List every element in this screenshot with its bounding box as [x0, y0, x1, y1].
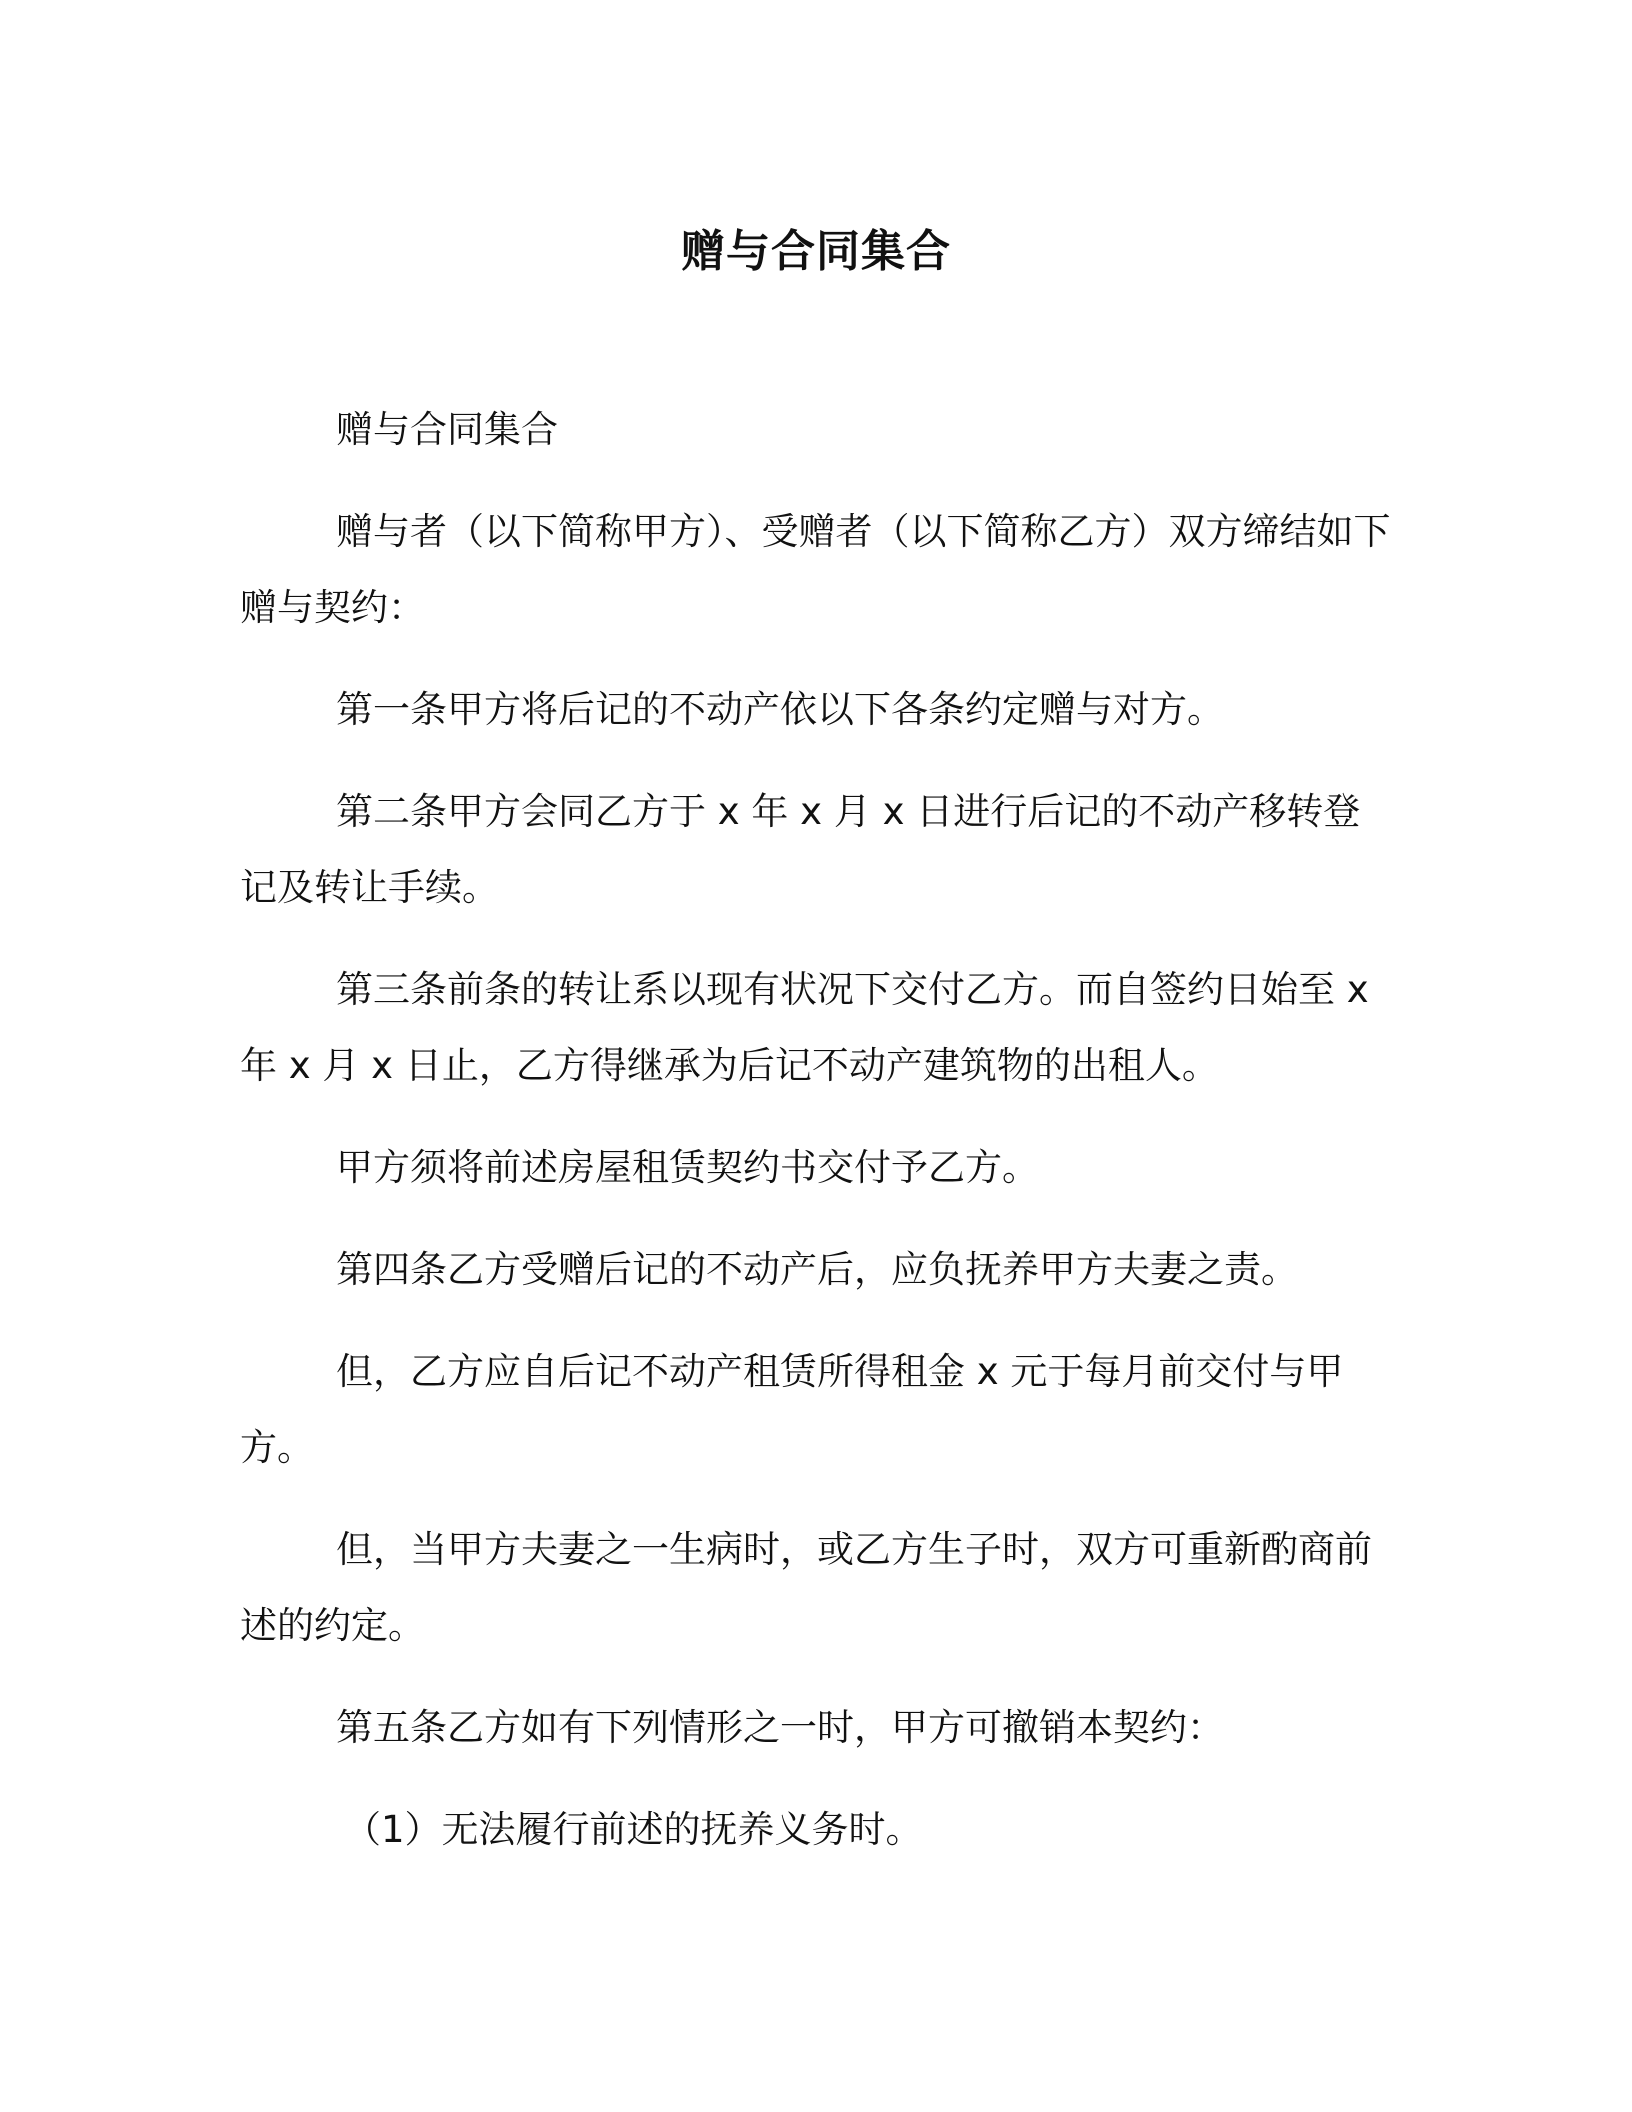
paragraph-rent-payment: 但，乙方应自后记不动产租赁所得租金 x 元于每月前交付与甲方。 [240, 1350, 1344, 1469]
paragraph-item-1: （1）无法履行前述的抚养义务时。 [344, 1808, 923, 1851]
paragraph-renegotiation: 但，当甲方夫妻之一生病时，或乙方生子时，双方可重新酌商前述的约定。 [240, 1528, 1372, 1647]
document-title: 赠与合同集合 [681, 226, 951, 277]
paragraph-subtitle: 赠与合同集合 [336, 408, 558, 451]
paragraph-article-3: 第三条前条的转让系以现有状况下交付乙方。而自签约日始至 x 年 x 月 x 日止，乙方得继承为后记不动产建筑物的出租人。 [240, 968, 1369, 1087]
document-body [240, 392, 1392, 1894]
paragraph-lease-delivery: 甲方须将前述房屋租赁契约书交付予乙方。 [336, 1146, 1039, 1189]
paragraph-article-2: 第二条甲方会同乙方于 x 年 x 月 x 日进行后记的不动产移转登记及转让手续。 [240, 790, 1361, 909]
paragraph-article-1: 第一条甲方将后记的不动产依以下各条约定赠与对方。 [336, 688, 1224, 731]
paragraph-article-4: 第四条乙方受赠后记的不动产后，应负抚养甲方夫妻之责。 [336, 1248, 1298, 1291]
paragraph-article-5: 第五条乙方如有下列情形之一时，甲方可撤销本契约： [336, 1706, 1224, 1749]
paragraph-parties: 赠与者（以下简称甲方）、受赠者（以下简称乙方）双方缔结如下赠与契约： [240, 510, 1391, 629]
